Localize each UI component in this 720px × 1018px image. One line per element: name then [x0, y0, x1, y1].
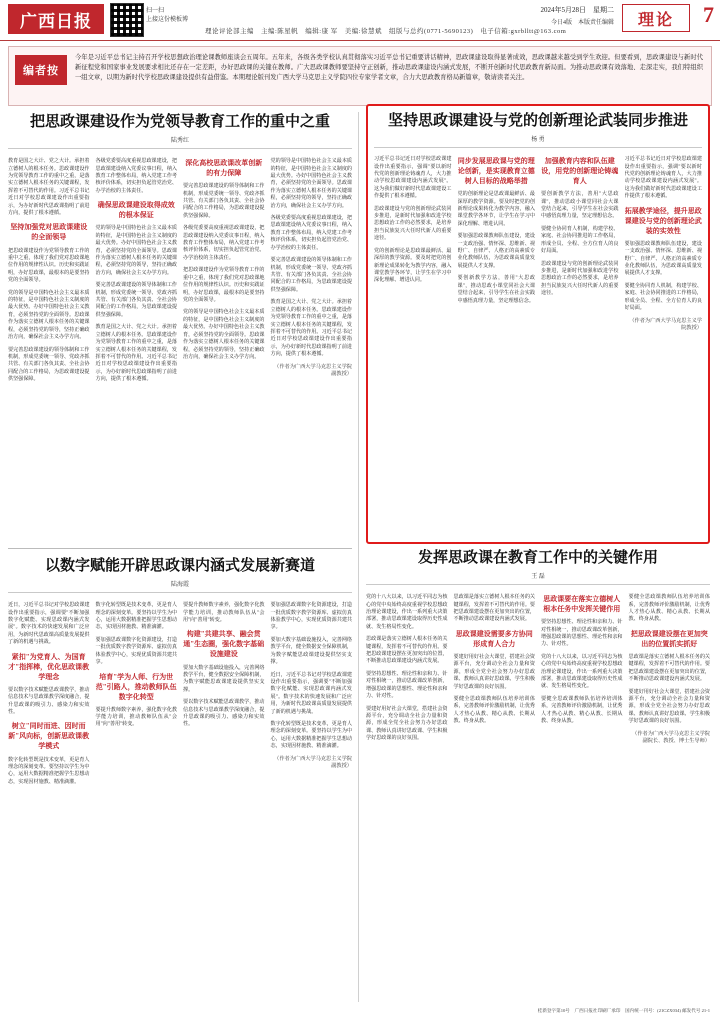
article-3-subhead-2: 树立"同时而进、因时而新"风向标，创新思政课教学模式: [8, 722, 90, 751]
editor-note-tag: 编者按: [15, 55, 67, 85]
article-2-subhead-2: 加强教育内容和队伍建设，用党的创新理论铸魂育人: [541, 157, 619, 185]
article-4-col-2: 思政课是落实立德树人根本任务的关键课程，发挥着不可替代的作用。要把思政课建设摆在更加突出的位置，不断推动思政课建设内涵式发展。 思政课建设需要多方协同形成育人合力 要建好用好社会大课堂，搭建社会资源平台，充分调动全社会力量和资源，形成全党全社会努力办好思政课、教师认真讲好思政课、学生积极学好思政课的良好氛围。 要健全思政课教师队伍培养培训体系，完善教师评价激励机制，让优秀人才热心从教、精心从教、长期从教、终身从教。: [453, 594, 536, 725]
article-4-sign: （作者为广西大学马克思主义学院副院长、教授、博士生导师）: [632, 730, 710, 745]
article-3-col-3: 要提升教师数字素养，强化数字化教学能力培训，推动教师队伍从"会用"向"善用"转变。 构建"共建共享、融会贯通"生态圈，强化数字基础设施建设 要加大数字基础设施投入，完善网络教学平台，健全数据安全保障机制，为数字赋能思政课建设提供坚实支撑。 要以数字技术赋能思政课教学，推动信息技术与思政课教学深度融合，提升思政课的吸引力、感染力和实效性。: [183, 602, 265, 728]
article-2-title: 坚持思政课建设与党的创新理论武装同步推进: [387, 113, 688, 129]
article-2-col-4: 习近平总书记近日对学校思政课建设作出重要指示，强调"要以新时代党的创新理论铸魂育人，大力推动学校思政课建设内涵式发展"。这为我们做好新时代思政课建设工作提供了根本遵循。 拓展教学途径，提升思政课建设与党的创新理论武装的实效性 要加强思政课教师队伍建设，建设一支政治强、情怀深、思维新、视野广、自律严、人格正的高素质专业化教师队伍，为思政课高质量发展提供人才支撑。 要健全协同育人机制，构建学校、家庭、社会协同推进的工作格局，形成全员、全程、全方位育人的良好局面。 （作者为广西大学马克思主义学院教授）: [624, 156, 702, 332]
article-2-byline: 杨 勇: [531, 137, 545, 143]
article-3-subhead-3: 培育"学为人师、行为世范"引路人，推动教师队伍数字化转型: [95, 672, 177, 701]
article-1-sign: （作者为广西大学马克思主义学院副教授）: [274, 363, 352, 378]
divider: [8, 148, 352, 149]
footer-registration: 桂新登字第10号 广西日报社印刷厂承印 国内统一刊号：(21CZX034) 邮发代号 21-1: [537, 1008, 710, 1013]
article-4: [366, 548, 710, 748]
article-4-title: 发挥思政课在教育工作中的关键作用: [417, 550, 658, 566]
article-1-title: 把思政课建设作为党领导教育工作的重中之重: [29, 114, 330, 130]
article-3-byline: 陆海霞: [170, 582, 189, 588]
article-3: [8, 556, 352, 791]
qr-code-icon: [110, 3, 144, 37]
article-3-col-2: 数字化转型既是技术变革，更是育人理念的深刻变革。要坚持以学生为中心，运用大数据精准把握学生思想动态，实现因材施教、精准滴灌。 要加强思政课数字化资源建设，打造一批优质数字教学资源库、虚拟仿真体验教学中心，实现优质资源共建共享。 培育"学为人师、行为世范"引路人，推动教师队伍数字化转型 要提升教师数字素养，强化数字化教学能力培训，推动教师队伍从"会用"向"善用"转变。: [95, 602, 178, 728]
article-1-col-3: 深化高校思政课改革创新的有力保障 要完善思政课建设的领导体制和工作机制，形成党委统一领导、党政齐抓共管、有关部门各负其责、全社会协同配合的工作格局，为思政课建设提供坚强保障。 各级党委要高度重视思政课建设，把思政课建设纳入党委议事日程，纳入教育工作整体布局，纳入党建工作考核评价体系，切实担负起管党治党、办学治校的主体责任。 把思政课建设作为党领导教育工作的重中之重，体现了我们党对思政课地位作用的规律性认识。历史和实践证明，办好思政课，最根本的是要坚持党的全面领导。 党的领导是中国特色社会主义最本质的特征，是中国特色社会主义制度的最大优势。办好中国特色社会主义教育，必须坚持党的全面领导。思政课作为落实立德树人根本任务的关键课程，必须坚持党的领导，坚持正确政治方向，确保社会主义办学方向。: [183, 159, 265, 360]
masthead-credits: 理论评论部主编 主编:陈星帆 编辑:康 军 美编:徐慧斌 组版与总约(0771-5690123) 电子信箱:gxrblltt@163.com: [205, 28, 567, 35]
divider: [366, 584, 710, 585]
divider: [374, 147, 702, 148]
article-4-subhead-3: 把思政课建设摆在更加突出的位置抓实抓好: [630, 629, 708, 648]
article-2-col-3: 加强教育内容和队伍建设，用党的创新理论铸魂育人 要创新教学方法，善用"大思政课"，推动思政小课堂同社会大课堂结合起来，引导学生在社会实践中感悟真理力量，坚定理想信念。 要健全协同育人机制，构建学校、家庭、社会协同推进的工作格局，形成全员、全程、全方位育人的良好局面。 思政课建设与党的创新理论武装同步推进，是新时代加强和改进学校思想政治工作的必然要求，是培养担当民族复兴大任时代新人的重要途径。: [541, 157, 619, 297]
article-3-col-1: 近日，习近平总书记对学校思政课建设作出重要指示，强调要"不断加强数字化赋能、实现思政课内涵式发展"。数字技术的快速发展和广泛应用，为新时代思政课高质量发展提供了新的机遇与挑战。 紧扣"为党育人、为国育才"指挥棒，优化思政课教学理念 要以数字技术赋能思政课教学，推动信息技术与思政课教学深度融合，提升思政课的吸引力、感染力和实效性。 树立"同时而进、因时而新"风向标，创新思政课教学模式 数字化转型既是技术变革，更是育人理念的深刻变革。要坚持以学生为中心，运用大数据精准把握学生思想动态，实现因材施教、精准滴灌。: [8, 602, 90, 785]
page-number: 7: [703, 2, 714, 27]
article-1-subhead-3: 深化高校思政课改革创新的有力保障: [185, 159, 263, 177]
article-2-subhead-1: 同步发展思政课与党的理论创新，是实现教育立德树人目标的战略举措: [457, 157, 535, 185]
masthead: [0, 0, 720, 41]
article-1-col-2: 各级党委要高度重视思政课建设，把思政课建设纳入党委议事日程，纳入教育工作整体布局，纳入党建工作考核评价体系，切实担负起管党治党、办学治校的主体责任。 确保思政课建设取得成效的根本保证 党的领导是中国特色社会主义最本质的特征，是中国特色社会主义制度的最大优势。办好中国特色社会主义教育，必须坚持党的全面领导。思政课作为落实立德树人根本任务的关键课程，必须坚持党的领导，坚持正确政治方向，确保社会主义办学方向。 要完善思政课建设的领导体制和工作机制，形成党委统一领导、党政齐抓共管、有关部门各负其责、全社会协同配合的工作格局，为思政课建设提供坚强保障。 教育是国之大计、党之大计。承担着立德树人的根本任务。思政课建设作为党领导教育工作的重中之重，是落实立德树人根本任务的关键课程，发挥着不可替代的作用。习近平总书记近日对学校思政课建设作出重要指示，为办好新时代思政课指明了前进方向，提供了根本遵循。: [95, 158, 178, 383]
section-badge: 理论: [622, 4, 690, 32]
article-4-subhead-2: 思政课要在落实立德树人根本任务中发挥关键作用: [543, 595, 621, 613]
article-2-subhead-3: 拓展教学途径，提升思政课建设与党的创新理论武装的实效性: [624, 206, 702, 235]
masthead-subline: 今日4版 本版责任编辑: [550, 20, 614, 26]
masthead-date: 2024年5月28日 星期二: [540, 6, 614, 14]
article-4-col-4: 要健全思政课教师队伍培养培训体系，完善教师评价激励机制，让优秀人才热心从教、精心从教、长期从教、终身从教。 把思政课建设摆在更加突出的位置抓实抓好 思政课是落实立德树人根本任务的关键课程，发挥着不可替代的作用。要把思政课建设摆在更加突出的位置，不断推动思政课建设内涵式发展。 要建好用好社会大课堂，搭建社会资源平台，充分调动全社会力量和资源，形成全党全社会努力办好思政课、教师认真讲好思政课、学生积极学好思政课的良好氛围。 （作者为广西大学马克思主义学院副院长、教授、博士生导师）: [628, 594, 711, 745]
article-1-byline: 陆秀红: [170, 138, 189, 144]
article-2-col-2: 同步发展思政课与党的理论创新，是实现教育立德树人目标的战略举措 党的创新理论是思政课最鲜活、最深厚的教学资源。要及时把党的创新理论成果转化为教学内容，融入课堂教学各环节，让学生在学习中深化理解、增进认同。 要加强思政课教师队伍建设，建设一支政治强、情怀深、思维新、视野广、自律严、人格正的高素质专业化教师队伍，为思政课高质量发展提供人才支撑。 要创新教学方法，善用"大思政课"，推动思政小课堂同社会大课堂结合起来，引导学生在社会实践中感悟真理力量，坚定理想信念。: [457, 157, 535, 304]
newspaper-logo: 广西日报: [8, 4, 104, 34]
article-4-col-3: 思政课要在落实立德树人根本任务中发挥关键作用 要坚持思想性、理论性和亲和力、针对性相统一，推动思政课改革创新，增强思政课的思想性、理论性和亲和力、针对性。 党的十八大以来，以习近平同志为核心的党中央始终高度重视学校思想政治理论课建设，作出一系列重大决策部署，推动思政课建设取得历史性成就、发生格局性变化。 要健全思政课教师队伍培养培训体系，完善教师评价激励机制，让优秀人才热心从教、精心从教、长期从教、终身从教。: [541, 595, 623, 725]
article-4-byline: 王 磊: [531, 574, 545, 580]
article-1-subhead-1: 坚持加强党对思政课建设的全面领导: [10, 223, 88, 242]
article-4-subhead-1: 思政课建设需要多方协同形成育人合力: [455, 629, 533, 648]
article-3-title: 以数字赋能开辟思政课内涵式发展新赛道: [44, 558, 315, 574]
article-1-col-1: 教育是国之大计、党之大计。承担着立德树人的根本任务。思政课建设作为党领导教育工作的重中之重，是落实立德树人根本任务的关键课程，发挥着不可替代的作用。习近平总书记近日对学校思政课建设作出重要指示，为办好新时代思政课指明了前进方向，提供了根本遵循。 坚持加强党对思政课建设的全面领导 把思政课建设作为党领导教育工作的重中之重，体现了我们党对思政课地位作用的规律性认识。历史和实践证明，办好思政课，最根本的是要坚持党的全面领导。 党的领导是中国特色社会主义最本质的特征，是中国特色社会主义制度的最大优势。办好中国特色社会主义教育，必须坚持党的全面领导。思政课作为落实立德树人根本任务的关键课程，必须坚持党的领导，坚持正确政治方向，确保社会主义办学方向。 要完善思政课建设的领导体制和工作机制，形成党委统一领导、党政齐抓共管、有关部门各负其责、全社会协同配合的工作格局，为思政课建设提供坚强保障。: [8, 158, 90, 383]
section-divider: [8, 548, 352, 549]
article-3-col-4: 要加强思政课数字化资源建设，打造一批优质数字教学资源库、虚拟仿真体验教学中心，实现优质资源共建共享。 要加大数字基础设施投入，完善网络教学平台，健全数据安全保障机制，为数字赋能思政课建设提供坚实支撑。 近日，习近平总书记对学校思政课建设作出重要指示，强调要"不断加强数字化赋能、实现思政课内涵式发展"。数字技术的快速发展和广泛应用，为新时代思政课高质量发展提供了新的机遇与挑战。 数字化转型既是技术变革，更是育人理念的深刻变革。要坚持以学生为中心，运用大数据精准把握学生思想动态，实现因材施教、精准滴灌。 （作者为广西大学马克思主义学院副教授）: [270, 602, 353, 770]
article-2-col-1: 习近平总书记近日对学校思政课建设作出重要指示，强调"要以新时代党的创新理论铸魂育人，大力推动学校思政课建设内涵式发展"。这为我们做好新时代思政课建设工作提供了根本遵循。 思政课建设与党的创新理论武装同步推进，是新时代加强和改进学校思想政治工作的必然要求，是培养担当民族复兴大任时代新人的重要途径。 党的创新理论是思政课最鲜活、最深厚的教学资源。要及时把党的创新理论成果转化为教学内容，融入课堂教学各环节，让学生在学习中深化理解、增进认同。: [374, 156, 452, 284]
article-3-subhead-1: 紧扣"为党育人、为国育才"指挥棒，优化思政课教学理念: [8, 652, 90, 681]
column-divider: [358, 112, 359, 1002]
editor-note-text: 今年是习近平总书记主持召开学校思想政治理论课教师座谈会五周年。五年来，各级各类学校认真贯彻落实习近平总书记重要讲话精神，思政课建设取得显著成效，思政课越来越受到学生欢迎。但要看到，思政课建设与新时代新征程党和国家事业发展要求相比还存在一定差距，办好思政课的关键在教师。广大思政课教师要坚持守正创新，推动思政课建设内涵式发展，不断开创新时代思政教育新局面。为推动思政课有效落地、走深走实，我们特组织一组文章，以期为新时代学校思政课建设提供有益借鉴。本期理论版刊发广西大学马克思主义学院四位专家学者文章，合力大思政教育格局新篇章，敬请读者关注。: [75, 54, 703, 81]
article-4-col-1: 党的十八大以来，以习近平同志为核心的党中央始终高度重视学校思想政治理论课建设，作出一系列重大决策部署，推动思政课建设取得历史性成就、发生格局性变化。 思政课是落实立德树人根本任务的关键课程，发挥着不可替代的作用。要把思政课建设摆在更加突出的位置，不断推动思政课建设内涵式发展。 要坚持思想性、理论性和亲和力、针对性相统一，推动思政课改革创新，增强思政课的思想性、理论性和亲和力、针对性。 要建好用好社会大课堂，搭建社会资源平台，充分调动全社会力量和资源，形成全党全社会努力办好思政课、教师认真讲好思政课、学生积极学好思政课的良好氛围。: [366, 594, 448, 742]
article-2-sign: （作者为广西大学马克思主义学院教授）: [629, 317, 702, 332]
article-1: [8, 112, 352, 389]
qr-code-label: 扫一扫 上接这份模板博: [146, 8, 189, 23]
editor-note: [8, 46, 712, 106]
article-3-subhead-4: 构建"共建共享、融会贯通"生态圈，强化数字基础设施建设: [183, 630, 265, 659]
article-2-highlighted: [366, 104, 710, 544]
article-1-subhead-2: 确保思政课建设取得成效的根本保证: [97, 201, 175, 220]
article-3-sign: （作者为广西大学马克思主义学院副教授）: [274, 755, 352, 770]
divider: [8, 592, 352, 593]
article-1-col-4: 党的领导是中国特色社会主义最本质的特征，是中国特色社会主义制度的最大优势。办好中国特色社会主义教育，必须坚持党的全面领导。思政课作为落实立德树人根本任务的关键课程，必须坚持党的领导，坚持正确政治方向，确保社会主义办学方向。 各级党委要高度重视思政课建设，把思政课建设纳入党委议事日程，纳入教育工作整体布局，纳入党建工作考核评价体系，切实担负起管党治党、办学治校的主体责任。 要完善思政课建设的领导体制和工作机制，形成党委统一领导、党政齐抓共管、有关部门各负其责、全社会协同配合的工作格局，为思政课建设提供坚强保障。 教育是国之大计、党之大计。承担着立德树人的根本任务。思政课建设作为党领导教育工作的重中之重，是落实立德树人根本任务的关键课程，发挥着不可替代的作用。习近平总书记近日对学校思政课建设作出重要指示，为办好新时代思政课指明了前进方向，提供了根本遵循。 （作者为广西大学马克思主义学院副教授）: [270, 158, 353, 378]
